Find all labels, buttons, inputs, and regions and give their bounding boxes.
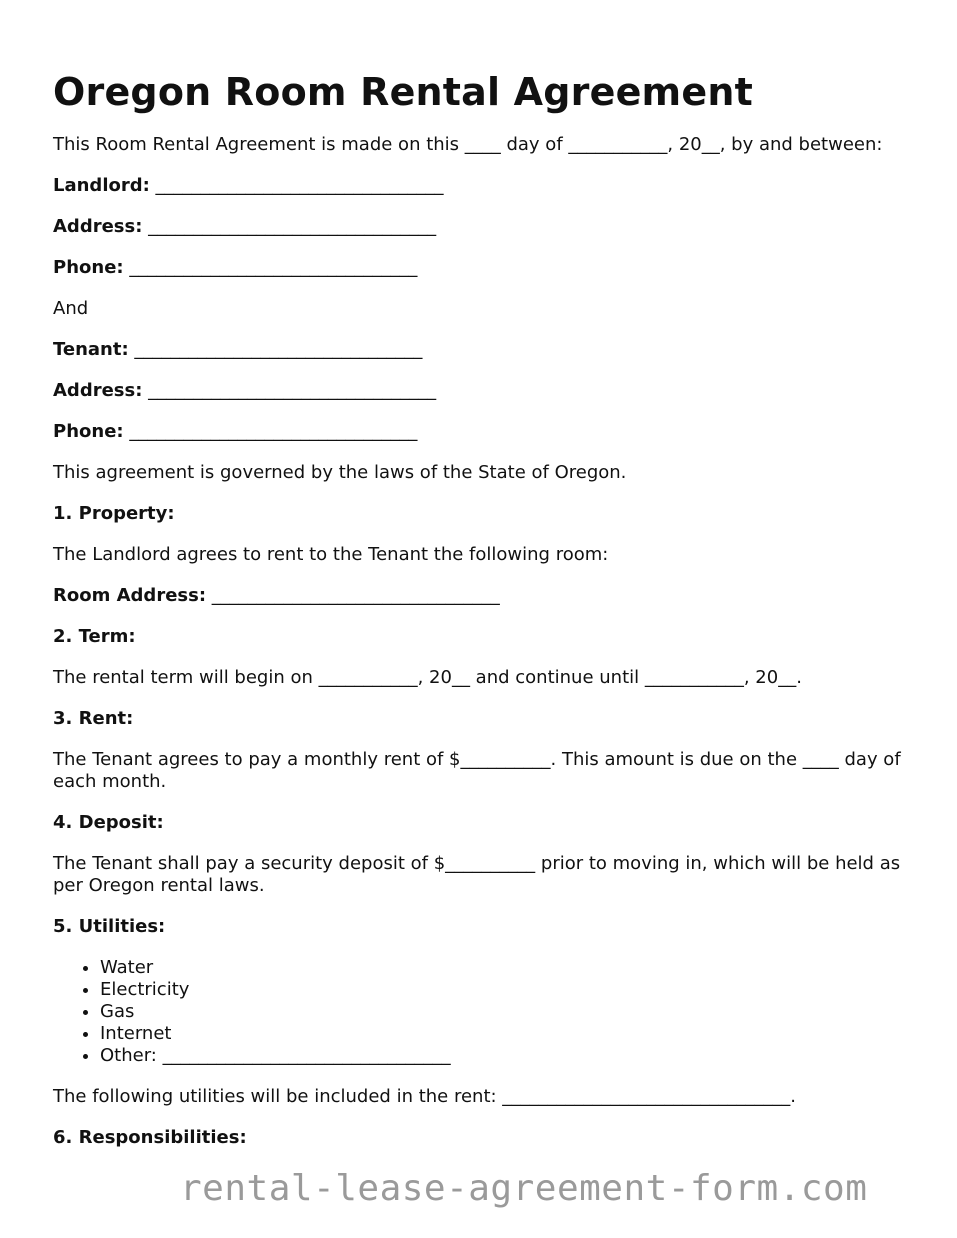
section-deposit-text: The Tenant shall pay a security deposit of $__________ prior to moving in, which will be held as per Oregon rental laws.	[53, 852, 901, 896]
tenant-phone-line	[53, 421, 913, 443]
section-rent-heading: 3. Rent:	[53, 707, 134, 729]
utilities-list	[53, 957, 913, 1067]
landlord-phone-label: Phone:	[53, 256, 124, 278]
section-rent-text: The Tenant agrees to pay a monthly rent of $__________. This amount is due on the ____ day of each month.	[53, 748, 901, 792]
tenant-name-label: Tenant:	[53, 338, 129, 360]
list-item: • Internet	[100, 1023, 913, 1045]
tenant-name-line	[53, 339, 913, 361]
governing-law-text: This agreement is governed by the laws of the State of Oregon.	[53, 461, 627, 483]
document-page	[53, 60, 913, 1168]
room-address-line	[53, 585, 913, 607]
utilities-included-text: The following utilities will be included in the rent: ________________________________.	[53, 1085, 797, 1107]
landlord-address-label: Address:	[53, 215, 143, 237]
list-item: • Water	[100, 957, 913, 979]
section-property-heading: 1. Property:	[53, 502, 175, 524]
landlord-phone-blank: ________________________________	[123, 256, 418, 278]
and-text: And	[53, 297, 89, 319]
tenant-address-line	[53, 380, 913, 402]
list-item: • Electricity	[100, 979, 913, 1001]
page-title: Oregon Room Rental Agreement	[53, 70, 753, 114]
tenant-phone-label: Phone:	[53, 420, 124, 442]
landlord-name-blank: ________________________________	[149, 174, 444, 196]
landlord-phone-line	[53, 257, 913, 279]
landlord-name-line	[53, 175, 913, 197]
tenant-name-blank: ________________________________	[128, 338, 423, 360]
tenant-address-label: Address:	[53, 379, 143, 401]
tenant-address-blank: ________________________________	[142, 379, 437, 401]
landlord-name-label: Landlord:	[53, 174, 150, 196]
section-term-heading: 2. Term:	[53, 625, 136, 647]
tenant-phone-blank: ________________________________	[123, 420, 418, 442]
room-address-blank: ________________________________	[206, 584, 500, 606]
room-address-label: Room Address:	[53, 584, 207, 606]
section-term-text: The rental term will begin on ___________, 20__ and continue until ___________, 20__.	[53, 666, 802, 688]
list-item: • Gas	[100, 1001, 913, 1023]
watermark-text: rental-lease-agreement-form.com	[180, 1168, 868, 1209]
section-utilities-heading: 5. Utilities:	[53, 915, 166, 937]
section-property-text: The Landlord agrees to rent to the Tenant the following room:	[53, 543, 609, 565]
landlord-address-blank: ________________________________	[142, 215, 437, 237]
intro-paragraph: This Room Rental Agreement is made on this ____ day of ___________, 20__, by and between:	[53, 133, 883, 155]
section-responsibilities-heading: 6. Responsibilities:	[53, 1126, 247, 1148]
landlord-address-line	[53, 216, 913, 238]
section-deposit-heading: 4. Deposit:	[53, 811, 164, 833]
list-item: • Other: ________________________________	[100, 1045, 913, 1067]
